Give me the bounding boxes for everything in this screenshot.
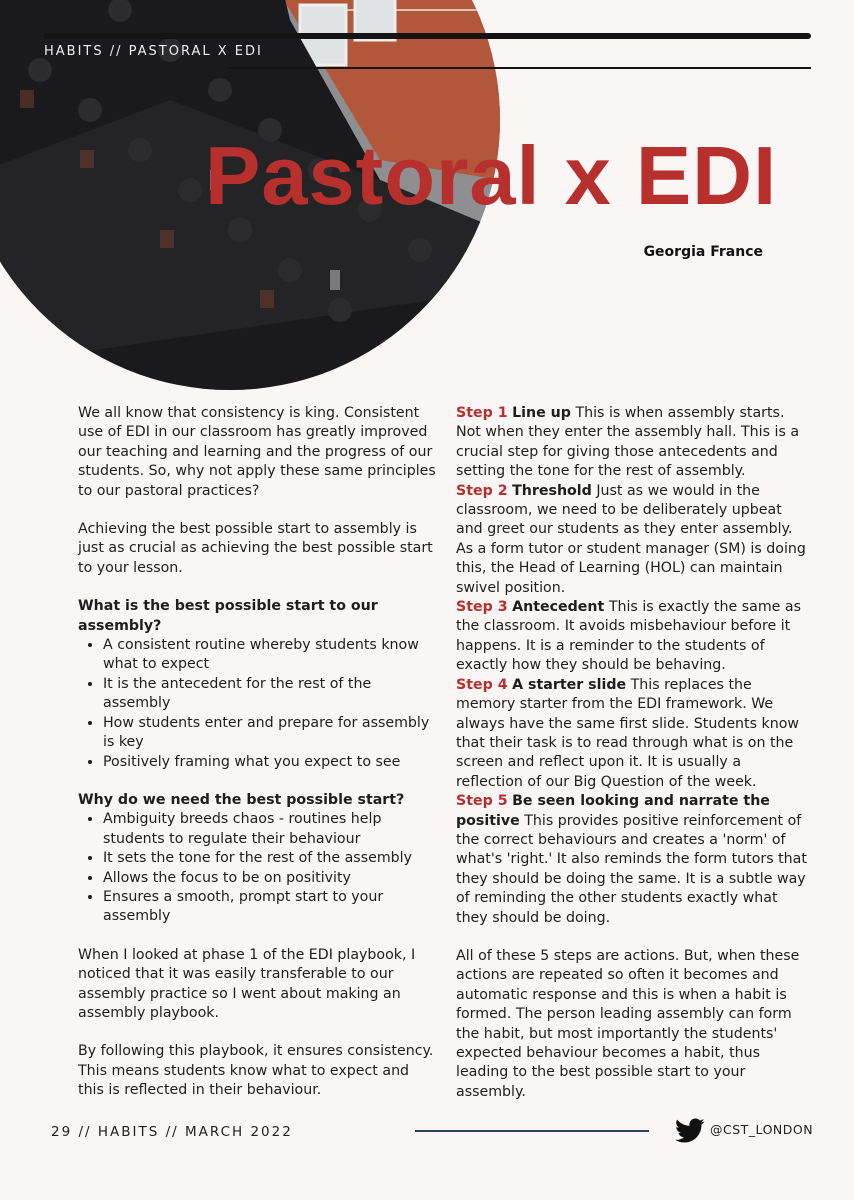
step-name: Be seen looking and narrate the positive [456, 793, 770, 829]
step-number: Step 3 [456, 599, 508, 616]
step-number: Step 2 [456, 482, 508, 499]
consistency-paragraph: By following this playbook, it ensures consistency. This means students know what to expect and this is reflected in their behaviour. [78, 1043, 434, 1099]
twitter-handle[interactable]: @CST_LONDON [710, 1122, 814, 1137]
list-item: • It is the antecedent for the rest of the assembly [103, 675, 438, 714]
list-item: • Ensures a smooth, prompt start to your assembly [103, 888, 438, 927]
step-3 [456, 598, 808, 676]
intro-paragraph-1: We all know that consistency is king. Consistent use of EDI in our classroom has greatly improved our teaching and learning and the progress of our students. So, why not apply these same principles to our pastoral practices? [78, 405, 436, 499]
author-name: Georgia France [643, 244, 763, 260]
step-name: Antecedent [512, 599, 605, 616]
list-item: • It sets the tone for the rest of the assembly [103, 849, 438, 868]
step-1 [456, 404, 808, 482]
step-text: This provides positive reinforcement of the correct behaviours and creates a 'norm' of what's 'right.' It also reminds the form tutors that they should be doing the same. It is a subtle way of reminding the other students exactly what they should be doing. [456, 812, 807, 926]
best-start-list [78, 636, 438, 772]
step-2 [456, 482, 808, 598]
twitter-icon[interactable] [675, 1118, 705, 1144]
step-text: This is when assembly starts. Not when they enter the assembly hall. This is a crucial step for giving those antecedents and setting the tone for the rest of assembly. [456, 405, 800, 480]
closing-paragraph: All of these 5 steps are actions. But, when these actions are repeated so often it becomes and automatic response and this is when a habit is formed. The person leading assembly can form the habit, but most importantly the students' expected behaviour becomes a habit, thus leading to the best possible start to your assembly. [456, 947, 800, 1100]
page-title: Pastoral x EDI [205, 129, 778, 222]
list-item: • How students enter and prepare for assembly is key [103, 714, 438, 753]
step-4 [456, 676, 808, 792]
section-label: HABITS // PASTORAL X EDI [44, 44, 263, 59]
footer-divider [415, 1130, 649, 1132]
header-rule-bottom [228, 67, 811, 69]
step-text: This replaces the memory starter from the EDI framework. We always have the same first slide. Students know that their task is to read through what is on the screen and reflect upon it. It is usually a reflection of our Big Question of the week. [456, 676, 799, 790]
step-number: Step 5 [456, 793, 508, 810]
left-column [78, 404, 438, 1101]
step-name: Line up [512, 405, 571, 421]
why-start-list [78, 810, 438, 926]
playbook-paragraph: When I looked at phase 1 of the EDI playbook, I noticed that it was easily transferable to our assembly practice so I went about making an assembly playbook. [78, 946, 416, 1021]
step-text: Just as we would in the classroom, we need to be deliberately upbeat and greet our students as they enter assembly. As a form tutor or student manager (SM) is doing this, the Head of Learning (HOL) can maintain swivel position. [456, 482, 806, 596]
list-item: • Positively framing what you expect to see [103, 753, 438, 772]
list-item: • Allows the focus to be on positivity [103, 869, 438, 888]
page-info: 29 // HABITS // MARCH 2022 [51, 1124, 293, 1140]
right-column [456, 404, 808, 1102]
step-number: Step 1 [456, 405, 508, 421]
list-item: • A consistent routine whereby students know what to expect [103, 636, 438, 675]
list-item: • Ambiguity breeds chaos - routines help students to regulate their behaviour [103, 810, 438, 849]
heading-why-start: Why do we need the best possible start? [78, 791, 405, 808]
step-number: Step 4 [456, 676, 508, 693]
step-text: This is exactly the same as the classroom. It avoids misbehaviour before it happens. It is a reminder to the students of exactly how they should be behaving. [456, 599, 801, 674]
intro-paragraph-2: Achieving the best possible start to assembly is just as crucial as achieving the best possible start to your lesson. [78, 521, 433, 576]
heading-best-start: What is the best possible start to our assembly? [78, 598, 378, 634]
step-name: A starter slide [512, 676, 627, 693]
header-rule-top [44, 33, 811, 39]
step-name: Threshold [512, 482, 592, 499]
step-5 [456, 792, 808, 928]
